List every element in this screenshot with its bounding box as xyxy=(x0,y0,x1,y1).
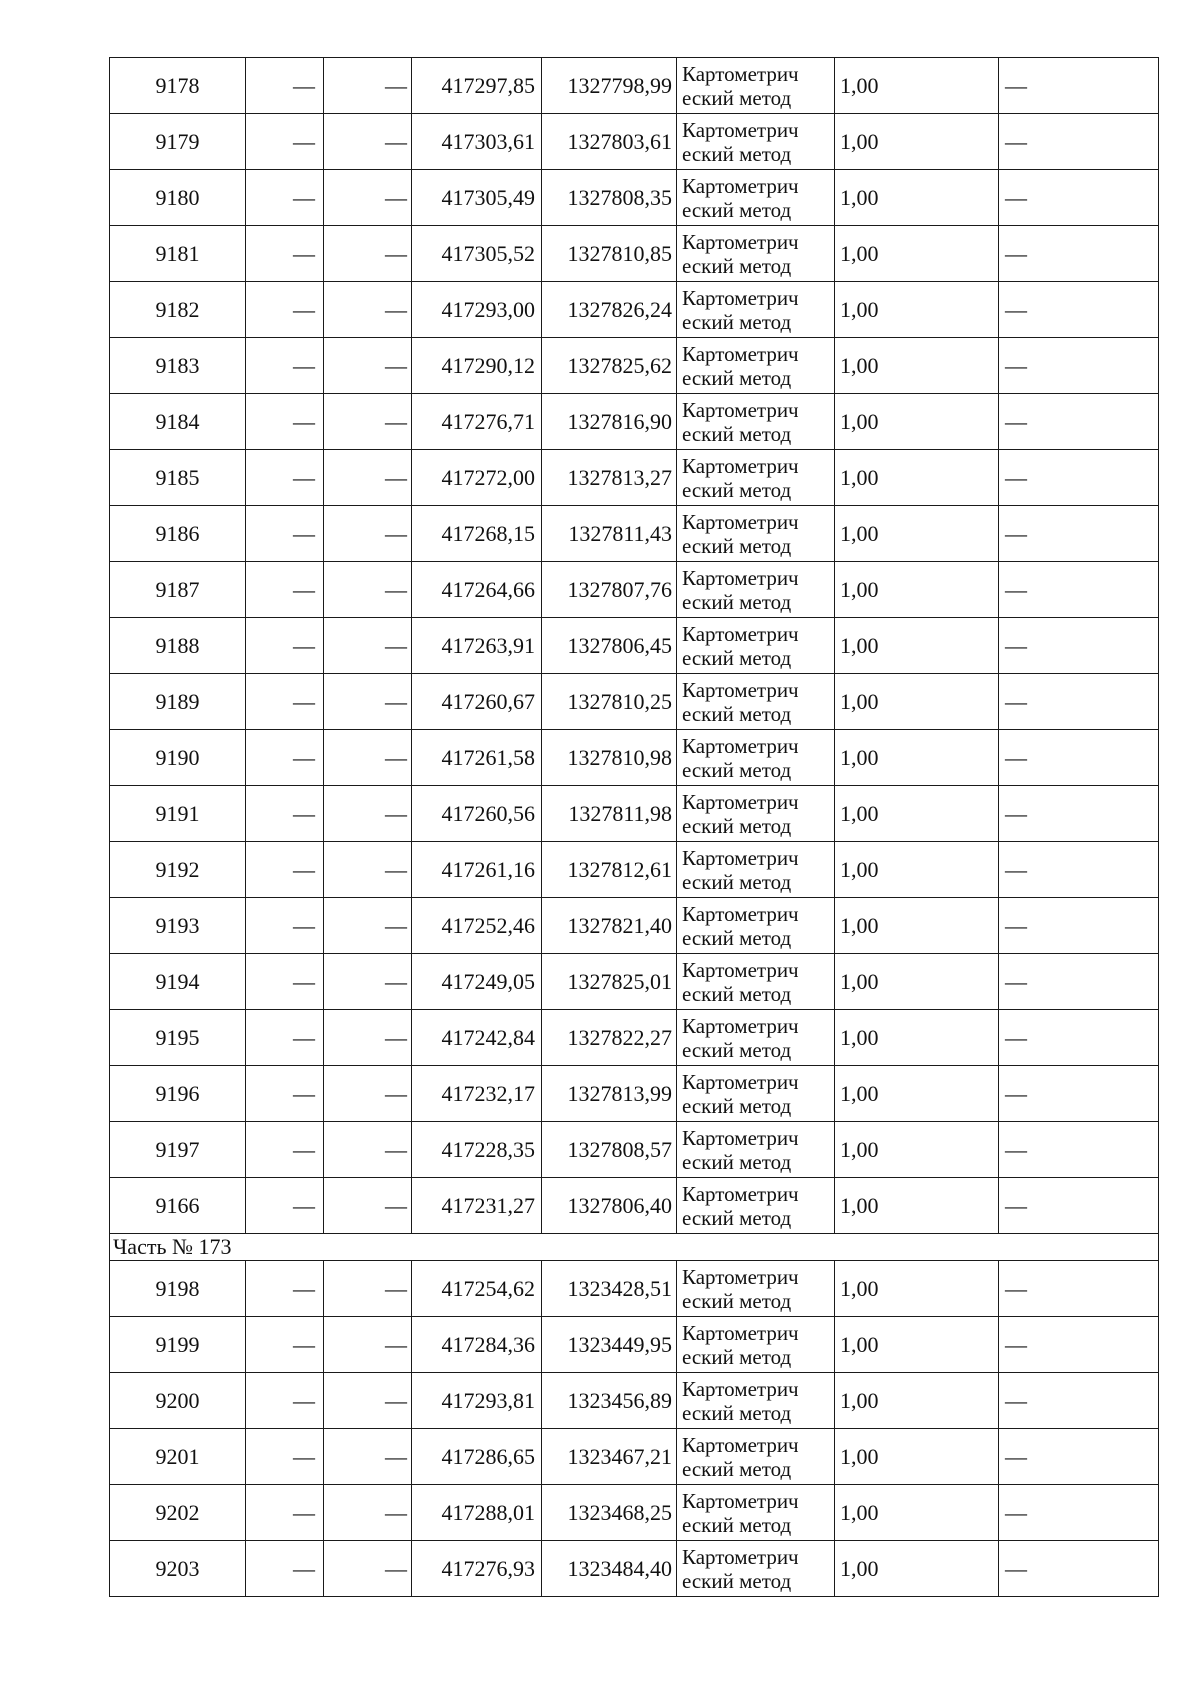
table-row xyxy=(110,674,1159,730)
accuracy-cell: 1,00 xyxy=(835,394,999,450)
x-coordinate: 417303,61 xyxy=(412,114,542,170)
table-row xyxy=(110,506,1159,562)
old-y-cell: — xyxy=(324,842,412,898)
table-row xyxy=(110,338,1159,394)
accuracy-cell: 1,00 xyxy=(835,730,999,786)
old-x-cell: — xyxy=(246,730,324,786)
description-cell: — xyxy=(999,282,1159,338)
description-cell: — xyxy=(999,618,1159,674)
table-row xyxy=(110,786,1159,842)
accuracy-cell: 1,00 xyxy=(835,1261,999,1317)
table-row xyxy=(110,1122,1159,1178)
method-cell: Картометрич еский метод xyxy=(677,1373,835,1429)
point-number: 9200 xyxy=(110,1373,246,1429)
y-coordinate: 1323456,89 xyxy=(542,1373,677,1429)
table-row xyxy=(110,618,1159,674)
table-row xyxy=(110,1429,1159,1485)
method-cell: Картометрич еский метод xyxy=(677,562,835,618)
description-cell: — xyxy=(999,450,1159,506)
point-number: 9179 xyxy=(110,114,246,170)
description-cell: — xyxy=(999,1485,1159,1541)
old-y-cell: — xyxy=(324,1373,412,1429)
method-cell: Картометрич еский метод xyxy=(677,1122,835,1178)
y-coordinate: 1327822,27 xyxy=(542,1010,677,1066)
x-coordinate: 417305,49 xyxy=(412,170,542,226)
point-number: 9194 xyxy=(110,954,246,1010)
y-coordinate: 1327825,01 xyxy=(542,954,677,1010)
x-coordinate: 417276,93 xyxy=(412,1541,542,1597)
table-row xyxy=(110,226,1159,282)
point-number: 9191 xyxy=(110,786,246,842)
section-label: Часть № 173 xyxy=(110,1234,1159,1261)
accuracy-cell: 1,00 xyxy=(835,1122,999,1178)
description-cell: — xyxy=(999,338,1159,394)
x-coordinate: 417305,52 xyxy=(412,226,542,282)
table-row xyxy=(110,282,1159,338)
table-row xyxy=(110,1178,1159,1234)
y-coordinate: 1327808,57 xyxy=(542,1122,677,1178)
old-y-cell: — xyxy=(324,1122,412,1178)
description-cell: — xyxy=(999,1373,1159,1429)
point-number: 9182 xyxy=(110,282,246,338)
point-number: 9187 xyxy=(110,562,246,618)
x-coordinate: 417254,62 xyxy=(412,1261,542,1317)
point-number: 9166 xyxy=(110,1178,246,1234)
accuracy-cell: 1,00 xyxy=(835,1373,999,1429)
method-cell: Картометрич еский метод xyxy=(677,338,835,394)
old-y-cell: — xyxy=(324,506,412,562)
y-coordinate: 1327798,99 xyxy=(542,58,677,114)
point-number: 9196 xyxy=(110,1066,246,1122)
old-y-cell: — xyxy=(324,338,412,394)
old-y-cell: — xyxy=(324,282,412,338)
accuracy-cell: 1,00 xyxy=(835,562,999,618)
method-cell: Картометрич еский метод xyxy=(677,450,835,506)
old-y-cell: — xyxy=(324,562,412,618)
table-row xyxy=(110,562,1159,618)
old-y-cell: — xyxy=(324,786,412,842)
table-row xyxy=(110,1373,1159,1429)
method-cell: Картометрич еский метод xyxy=(677,58,835,114)
old-y-cell: — xyxy=(324,674,412,730)
y-coordinate: 1327811,43 xyxy=(542,506,677,562)
method-cell: Картометрич еский метод xyxy=(677,730,835,786)
old-y-cell: — xyxy=(324,1541,412,1597)
y-coordinate: 1327813,27 xyxy=(542,450,677,506)
y-coordinate: 1327825,62 xyxy=(542,338,677,394)
x-coordinate: 417249,05 xyxy=(412,954,542,1010)
accuracy-cell: 1,00 xyxy=(835,338,999,394)
y-coordinate: 1327806,40 xyxy=(542,1178,677,1234)
accuracy-cell: 1,00 xyxy=(835,282,999,338)
table-row xyxy=(110,954,1159,1010)
method-cell: Картометрич еский метод xyxy=(677,674,835,730)
point-number: 9195 xyxy=(110,1010,246,1066)
description-cell: — xyxy=(999,954,1159,1010)
accuracy-cell: 1,00 xyxy=(835,674,999,730)
point-number: 9188 xyxy=(110,618,246,674)
x-coordinate: 417242,84 xyxy=(412,1010,542,1066)
point-number: 9178 xyxy=(110,58,246,114)
old-x-cell: — xyxy=(246,170,324,226)
description-cell: — xyxy=(999,114,1159,170)
old-x-cell: — xyxy=(246,898,324,954)
description-cell: — xyxy=(999,226,1159,282)
x-coordinate: 417260,56 xyxy=(412,786,542,842)
description-cell: — xyxy=(999,1010,1159,1066)
method-cell: Картометрич еский метод xyxy=(677,506,835,562)
description-cell: — xyxy=(999,786,1159,842)
description-cell: — xyxy=(999,674,1159,730)
old-y-cell: — xyxy=(324,114,412,170)
accuracy-cell: 1,00 xyxy=(835,786,999,842)
accuracy-cell: 1,00 xyxy=(835,506,999,562)
accuracy-cell: 1,00 xyxy=(835,898,999,954)
method-cell: Картометрич еский метод xyxy=(677,898,835,954)
old-x-cell: — xyxy=(246,674,324,730)
old-x-cell: — xyxy=(246,1429,324,1485)
method-cell: Картометрич еский метод xyxy=(677,282,835,338)
accuracy-cell: 1,00 xyxy=(835,1066,999,1122)
accuracy-cell: 1,00 xyxy=(835,618,999,674)
old-x-cell: — xyxy=(246,450,324,506)
point-number: 9184 xyxy=(110,394,246,450)
old-x-cell: — xyxy=(246,562,324,618)
old-x-cell: — xyxy=(246,1010,324,1066)
old-y-cell: — xyxy=(324,1010,412,1066)
description-cell: — xyxy=(999,506,1159,562)
method-cell: Картометрич еский метод xyxy=(677,1541,835,1597)
method-cell: Картометрич еский метод xyxy=(677,786,835,842)
accuracy-cell: 1,00 xyxy=(835,1317,999,1373)
table-row xyxy=(110,114,1159,170)
description-cell: — xyxy=(999,394,1159,450)
point-number: 9197 xyxy=(110,1122,246,1178)
old-y-cell: — xyxy=(324,1178,412,1234)
accuracy-cell: 1,00 xyxy=(835,1178,999,1234)
table-row xyxy=(110,1541,1159,1597)
old-y-cell: — xyxy=(324,450,412,506)
table-row xyxy=(110,1066,1159,1122)
y-coordinate: 1327810,85 xyxy=(542,226,677,282)
x-coordinate: 417261,16 xyxy=(412,842,542,898)
point-number: 9201 xyxy=(110,1429,246,1485)
description-cell: — xyxy=(999,842,1159,898)
accuracy-cell: 1,00 xyxy=(835,1541,999,1597)
x-coordinate: 417268,15 xyxy=(412,506,542,562)
old-y-cell: — xyxy=(324,170,412,226)
method-cell: Картометрич еский метод xyxy=(677,1429,835,1485)
old-x-cell: — xyxy=(246,394,324,450)
x-coordinate: 417264,66 xyxy=(412,562,542,618)
point-number: 9183 xyxy=(110,338,246,394)
method-cell: Картометрич еский метод xyxy=(677,226,835,282)
y-coordinate: 1323484,40 xyxy=(542,1541,677,1597)
accuracy-cell: 1,00 xyxy=(835,954,999,1010)
x-coordinate: 417272,00 xyxy=(412,450,542,506)
old-x-cell: — xyxy=(246,842,324,898)
method-cell: Картометрич еский метод xyxy=(677,1010,835,1066)
old-y-cell: — xyxy=(324,1485,412,1541)
y-coordinate: 1323467,21 xyxy=(542,1429,677,1485)
method-cell: Картометрич еский метод xyxy=(677,1178,835,1234)
y-coordinate: 1327816,90 xyxy=(542,394,677,450)
x-coordinate: 417293,00 xyxy=(412,282,542,338)
y-coordinate: 1327803,61 xyxy=(542,114,677,170)
description-cell: — xyxy=(999,1429,1159,1485)
old-x-cell: — xyxy=(246,618,324,674)
description-cell: — xyxy=(999,1178,1159,1234)
table-row xyxy=(110,394,1159,450)
x-coordinate: 417276,71 xyxy=(412,394,542,450)
x-coordinate: 417228,35 xyxy=(412,1122,542,1178)
y-coordinate: 1327806,45 xyxy=(542,618,677,674)
old-x-cell: — xyxy=(246,1485,324,1541)
old-x-cell: — xyxy=(246,1317,324,1373)
point-number: 9181 xyxy=(110,226,246,282)
method-cell: Картометрич еский метод xyxy=(677,394,835,450)
old-x-cell: — xyxy=(246,506,324,562)
description-cell: — xyxy=(999,1122,1159,1178)
y-coordinate: 1327812,61 xyxy=(542,842,677,898)
point-number: 9203 xyxy=(110,1541,246,1597)
accuracy-cell: 1,00 xyxy=(835,226,999,282)
y-coordinate: 1327821,40 xyxy=(542,898,677,954)
old-y-cell: — xyxy=(324,1317,412,1373)
table-row xyxy=(110,898,1159,954)
old-y-cell: — xyxy=(324,1066,412,1122)
description-cell: — xyxy=(999,1317,1159,1373)
method-cell: Картометрич еский метод xyxy=(677,170,835,226)
y-coordinate: 1327813,99 xyxy=(542,1066,677,1122)
method-cell: Картометрич еский метод xyxy=(677,114,835,170)
table-body xyxy=(110,58,1159,1597)
point-number: 9198 xyxy=(110,1261,246,1317)
x-coordinate: 417252,46 xyxy=(412,898,542,954)
point-number: 9202 xyxy=(110,1485,246,1541)
old-y-cell: — xyxy=(324,954,412,1010)
x-coordinate: 417286,65 xyxy=(412,1429,542,1485)
old-x-cell: — xyxy=(246,954,324,1010)
table-row xyxy=(110,842,1159,898)
old-y-cell: — xyxy=(324,58,412,114)
description-cell: — xyxy=(999,170,1159,226)
point-number: 9185 xyxy=(110,450,246,506)
old-y-cell: — xyxy=(324,226,412,282)
x-coordinate: 417284,36 xyxy=(412,1317,542,1373)
point-number: 9190 xyxy=(110,730,246,786)
old-x-cell: — xyxy=(246,226,324,282)
accuracy-cell: 1,00 xyxy=(835,450,999,506)
old-x-cell: — xyxy=(246,1373,324,1429)
description-cell: — xyxy=(999,1541,1159,1597)
table-row xyxy=(110,730,1159,786)
old-y-cell: — xyxy=(324,1261,412,1317)
old-x-cell: — xyxy=(246,1541,324,1597)
y-coordinate: 1323449,95 xyxy=(542,1317,677,1373)
table-row xyxy=(110,1261,1159,1317)
accuracy-cell: 1,00 xyxy=(835,170,999,226)
accuracy-cell: 1,00 xyxy=(835,1485,999,1541)
table-row xyxy=(110,1010,1159,1066)
old-y-cell: — xyxy=(324,1429,412,1485)
point-number: 9193 xyxy=(110,898,246,954)
accuracy-cell: 1,00 xyxy=(835,1010,999,1066)
old-x-cell: — xyxy=(246,1122,324,1178)
method-cell: Картометрич еский метод xyxy=(677,1317,835,1373)
old-x-cell: — xyxy=(246,1261,324,1317)
table-row xyxy=(110,1317,1159,1373)
point-number: 9192 xyxy=(110,842,246,898)
x-coordinate: 417260,67 xyxy=(412,674,542,730)
old-x-cell: — xyxy=(246,114,324,170)
method-cell: Картометрич еский метод xyxy=(677,842,835,898)
coordinates-table xyxy=(109,57,1159,1597)
point-number: 9186 xyxy=(110,506,246,562)
accuracy-cell: 1,00 xyxy=(835,114,999,170)
y-coordinate: 1323468,25 xyxy=(542,1485,677,1541)
y-coordinate: 1327811,98 xyxy=(542,786,677,842)
x-coordinate: 417261,58 xyxy=(412,730,542,786)
method-cell: Картометрич еский метод xyxy=(677,954,835,1010)
table-row xyxy=(110,1485,1159,1541)
accuracy-cell: 1,00 xyxy=(835,1429,999,1485)
old-x-cell: — xyxy=(246,282,324,338)
description-cell: — xyxy=(999,730,1159,786)
y-coordinate: 1323428,51 xyxy=(542,1261,677,1317)
method-cell: Картометрич еский метод xyxy=(677,1066,835,1122)
old-y-cell: — xyxy=(324,730,412,786)
x-coordinate: 417297,85 xyxy=(412,58,542,114)
old-x-cell: — xyxy=(246,786,324,842)
x-coordinate: 417232,17 xyxy=(412,1066,542,1122)
description-cell: — xyxy=(999,1066,1159,1122)
point-number: 9199 xyxy=(110,1317,246,1373)
description-cell: — xyxy=(999,898,1159,954)
old-x-cell: — xyxy=(246,1178,324,1234)
accuracy-cell: 1,00 xyxy=(835,58,999,114)
x-coordinate: 417290,12 xyxy=(412,338,542,394)
y-coordinate: 1327826,24 xyxy=(542,282,677,338)
y-coordinate: 1327810,25 xyxy=(542,674,677,730)
point-number: 9189 xyxy=(110,674,246,730)
old-y-cell: — xyxy=(324,898,412,954)
x-coordinate: 417231,27 xyxy=(412,1178,542,1234)
description-cell: — xyxy=(999,562,1159,618)
old-y-cell: — xyxy=(324,394,412,450)
old-y-cell: — xyxy=(324,618,412,674)
description-cell: — xyxy=(999,58,1159,114)
section-header-row xyxy=(110,1234,1159,1261)
table-row xyxy=(110,58,1159,114)
description-cell: — xyxy=(999,1261,1159,1317)
method-cell: Картометрич еский метод xyxy=(677,1261,835,1317)
y-coordinate: 1327810,98 xyxy=(542,730,677,786)
y-coordinate: 1327808,35 xyxy=(542,170,677,226)
accuracy-cell: 1,00 xyxy=(835,842,999,898)
x-coordinate: 417293,81 xyxy=(412,1373,542,1429)
old-x-cell: — xyxy=(246,338,324,394)
method-cell: Картометрич еский метод xyxy=(677,618,835,674)
y-coordinate: 1327807,76 xyxy=(542,562,677,618)
old-x-cell: — xyxy=(246,58,324,114)
x-coordinate: 417288,01 xyxy=(412,1485,542,1541)
method-cell: Картометрич еский метод xyxy=(677,1485,835,1541)
table-row xyxy=(110,450,1159,506)
point-number: 9180 xyxy=(110,170,246,226)
old-x-cell: — xyxy=(246,1066,324,1122)
x-coordinate: 417263,91 xyxy=(412,618,542,674)
table-row xyxy=(110,170,1159,226)
